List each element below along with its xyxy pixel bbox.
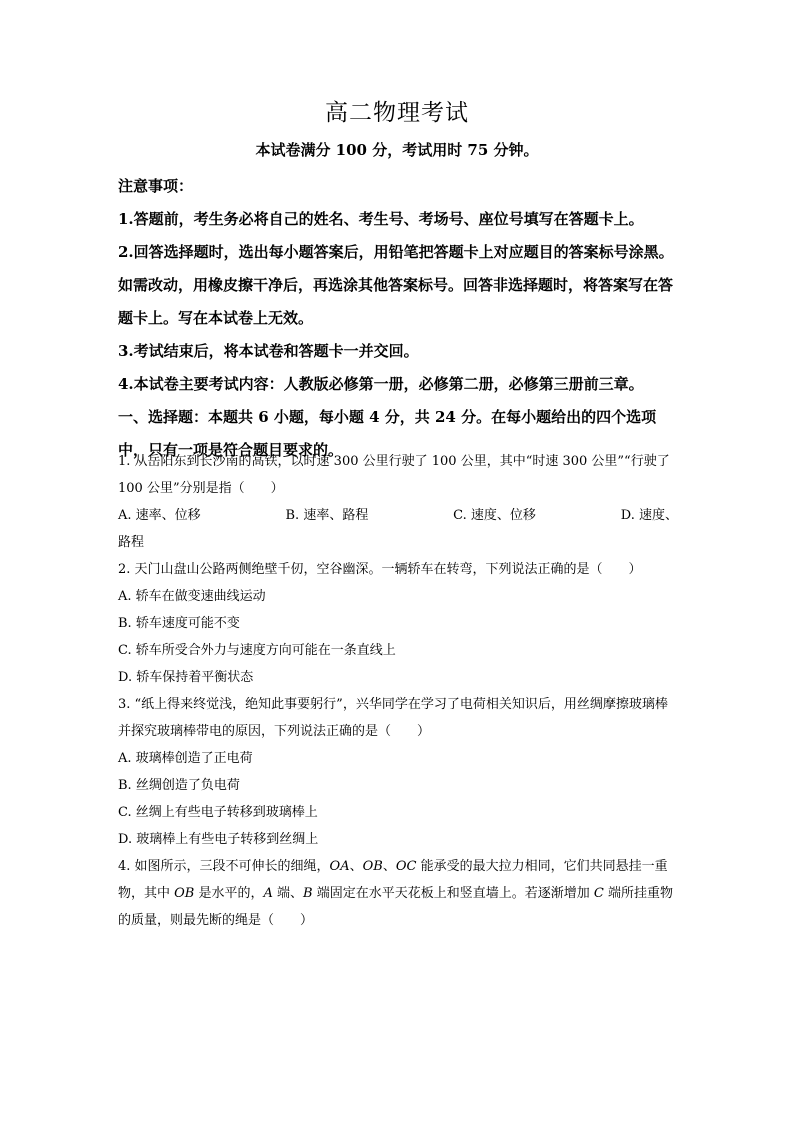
point-label: A [263,886,273,901]
note-item: 4.本试卷主要考试内容：人教版必修第一册，必修第二册，必修第三册前三章。 [118,375,644,393]
stem-text: 端所挂重物的质量，则最先断的绳是（ ） [118,886,673,928]
questions-section [118,448,678,934]
section-heading: 一、选择题：本题共 6 小题，每小题 4 分，共 24 分。在每小题给出的四个选项中，只有一项是符合题目要求的。 [118,408,657,459]
question-stem: 2. 天门山盘山公路两侧绝壁千仞，空谷幽深。一辆轿车在转弯，下列说法正确的是（ ） [118,562,642,577]
option: C. 丝绸上有些电子转移到玻璃棒上 [118,805,318,820]
rope-label: OB [362,859,383,874]
rope-label: OC [395,859,417,874]
option-continuation: 路程 [118,535,145,550]
rope-label: OB [174,886,195,901]
question-stem: 3. “纸上得来终觉浅，绝知此事要躬行”，兴华同学在学习了电荷相关知识后，用丝绸摩擦玻璃棒并探究玻璃棒带电的原因，下列说法正确的是（ ） [118,697,668,739]
stem-text: 端、 [272,886,304,901]
option: D. 轿车保持着平衡状态 [118,670,254,685]
stem-text: 端固定在水平天花板上和竖直墙上。若逐渐增加 [312,886,594,901]
option: D. 玻璃棒上有些电子转移到丝绸上 [118,832,319,847]
option: A. 轿车在做变速曲线运动 [118,589,266,604]
point-label: B [303,886,313,901]
option: C. 轿车所受合外力与速度方向可能在一条直线上 [118,643,396,658]
note-item: 1.答题前，考生务必将自己的姓名、考生号、考场号、座位号填写在答题卡上。 [118,210,644,228]
exam-info: 本试卷满分 100 分，考试用时 75 分钟。 [255,141,539,159]
option: B. 丝绸创造了负电荷 [118,778,240,793]
option: A. 速率、位移 [118,508,201,523]
point-label: C [593,886,604,901]
rope-label: OA [329,859,350,874]
notes-section [118,170,678,467]
stem-text: 能承受的最大拉力相同，它们共同悬挂一重物，其中 [118,859,668,901]
question-stem: 1. 从岳阳东到长沙南的高铁，以时速 300 公里行驶了 100 公里，其中“时速 300 公里”“行驶了 100 公里”分别是指（ ） [118,454,670,496]
stem-text: 4. 如图所示，三段不可伸长的细绳， [118,859,330,874]
notes-heading: 注意事项： [118,177,194,195]
question-stem [118,853,678,934]
option: A. 玻璃棒创造了正电荷 [118,751,253,766]
option: D. 速度、 [620,508,678,523]
question-options [118,502,678,529]
option: C. 速度、位移 [453,508,536,523]
note-item: 2.回答选择题时，选出每小题答案后，用铅笔把答题卡上对应题目的答案标号涂黑。如需改动，用橡皮擦干净后，再选涂其他答案标号。回答非选择题时，将答案写在答题卡上。写在本试卷上无效。 [118,243,674,327]
option: B. 轿车速度可能不变 [118,616,240,631]
stem-text: 、 [349,859,363,874]
stem-text: 、 [382,859,396,874]
option: B. 速率、路程 [285,508,369,523]
note-item: 3.考试结束后，将本试卷和答题卡一并交回。 [118,342,419,360]
page-title: 高二物理考试 [325,100,469,126]
stem-text: 是水平的， [194,886,264,901]
